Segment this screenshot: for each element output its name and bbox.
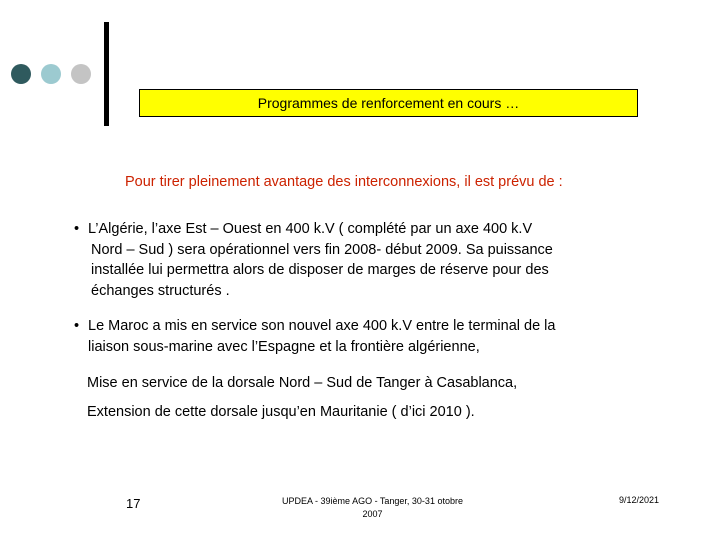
bullet-morocco [74, 316, 674, 357]
paragraph-extension: Extension de cette dorsale jusqu’en Mauritanie ( d’ici 2010 ). [87, 404, 475, 420]
paragraph-dorsale: Mise en service de la dorsale Nord – Sud de Tanger à Casablanca, [87, 375, 518, 391]
intro-text: Pour tirer pleinement avantage des interconnexions, il est prévu de : [125, 174, 563, 190]
decor-dot-grey [71, 64, 91, 84]
page-number: 17 [126, 496, 141, 511]
footer-event-line: UPDEA - 39ième AGO - Tanger, 30-31 otobre [282, 496, 463, 506]
bullet-algeria [74, 219, 674, 301]
bullet-marker: • [74, 221, 80, 237]
bullet-line: échanges structurés . [91, 282, 230, 299]
slide-title-text: Programmes de renforcement en cours … [257, 95, 520, 111]
bullet-line: Le Maroc a mis en service son nouvel axe 400 k.V entre le terminal de la [88, 318, 556, 334]
footer-event-line: 2007 [362, 509, 383, 519]
bullet-line: Nord – Sud ) sera opérationnel vers fin 2008- début 2009. Sa puissance [91, 241, 553, 258]
footer-date: 9/12/2021 [619, 495, 660, 505]
bullet-line: L’Algérie, l’axe Est – Ouest en 400 k.V ( complété par un axe 400 k.V [88, 221, 533, 237]
decor-dot-dark [11, 64, 31, 84]
bullet-line: liaison sous-marine avec l’Espagne et la frontière algérienne, [88, 338, 480, 355]
bullet-marker: • [74, 318, 80, 334]
footer-event [260, 495, 485, 521]
bullet-line: installée lui permettra alors de disposer de marges de réserve pour des [91, 262, 549, 278]
title-divider-bar [104, 22, 109, 126]
decor-dot-light [41, 64, 61, 84]
slide-title [139, 89, 638, 117]
